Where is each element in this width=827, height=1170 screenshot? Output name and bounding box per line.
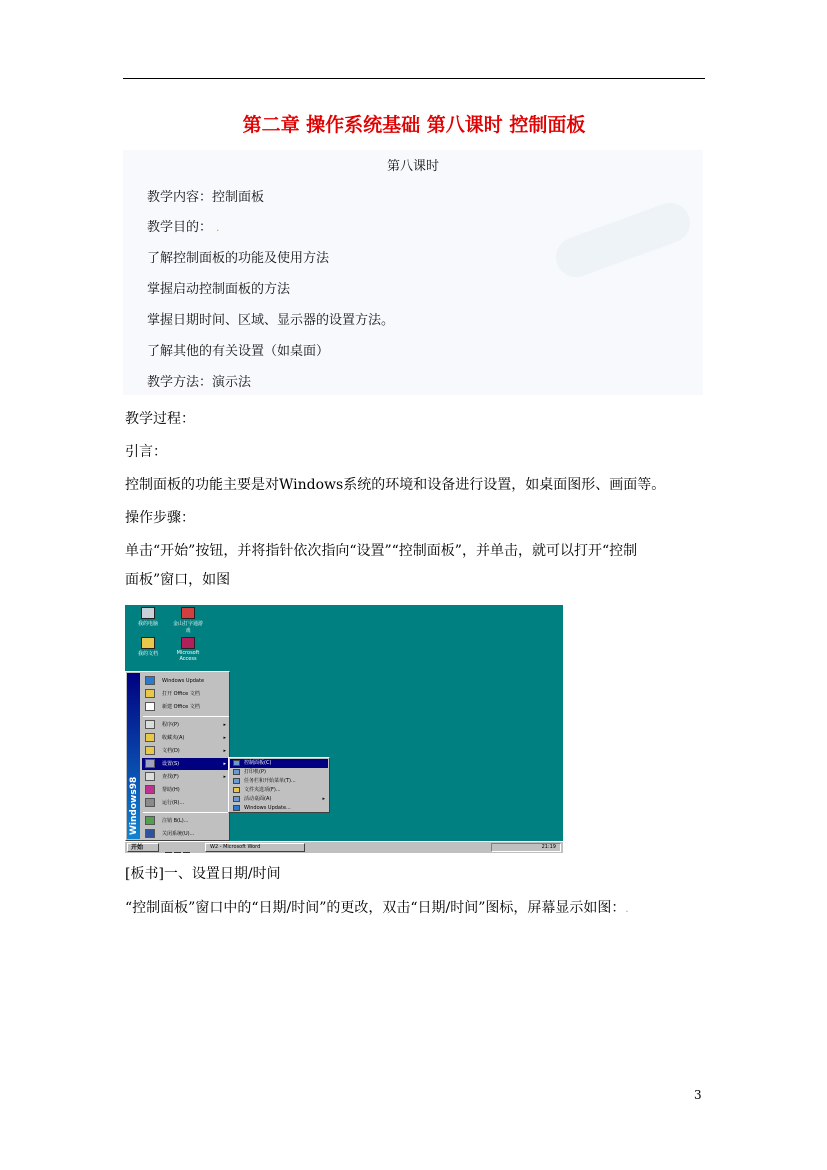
- taskbar: [125, 841, 563, 853]
- para-intro: 引言：: [125, 444, 167, 460]
- quick-launch: [165, 844, 201, 851]
- box-line-method: 教学方法：演示法: [147, 375, 252, 390]
- submenu-item-folder-options: 文件夹选项(F)...: [230, 786, 328, 795]
- outlook-icon: [183, 852, 190, 853]
- document-icon: [145, 702, 155, 711]
- box-line-start: 掌握启动控制面板的方法: [147, 282, 291, 297]
- globe-icon: [145, 676, 155, 685]
- menu-item-shutdown: 关闭系统(U)...: [142, 828, 229, 840]
- page-title: 第二章 操作系统基础 第八课时 控制面板: [242, 114, 586, 136]
- para-steps: 操作步骤：: [125, 510, 195, 526]
- menu-item-logoff: 注销 B(L)...: [142, 815, 229, 827]
- desktop-icon-typing-game: 金山打字通游戏: [171, 607, 205, 634]
- globe-icon: [233, 805, 240, 811]
- help-icon: [145, 785, 155, 794]
- para-board-heading: [板书]一、设置日期/时间: [125, 866, 281, 882]
- menu-separator: [143, 716, 229, 717]
- start-button: 开始: [127, 843, 159, 852]
- menu-item-favorites: 收藏夹(A) ▸: [142, 732, 229, 744]
- para-steps-text-2: 面板”窗口，如图: [125, 572, 231, 588]
- computer-icon: [141, 607, 155, 619]
- menu-separator: [143, 812, 229, 813]
- para-date-time: “控制面板”窗口中的“日期/时间”的更改，双击“日期/时间”图标，屏幕显示如图：.: [125, 900, 629, 916]
- desktop-icon: [174, 852, 181, 853]
- start-menu: [125, 671, 230, 841]
- menu-item-help: 帮助(H): [142, 784, 229, 796]
- box-line-goal: 教学目的： .: [147, 220, 220, 235]
- settings-submenu: [228, 757, 330, 813]
- submenu-item-active-desktop: 活动桌面(A) ▸: [230, 795, 328, 804]
- menu-item-open-office: 打开 Office 文档: [142, 688, 229, 700]
- box-line-content: 教学内容：控制面板: [147, 190, 265, 205]
- submenu-item-windows-update: Windows Update...: [230, 804, 328, 813]
- folder-icon: [141, 637, 155, 649]
- menu-item-windows-update: Windows Update: [142, 675, 229, 687]
- menu-item-documents: 文档(D) ▸: [142, 745, 229, 757]
- para-steps-text-1: 单击“开始”按钮，并将指针依次指向“设置”“控制面板”，并单击，就可以打开“控制: [125, 543, 638, 559]
- header-rule: [123, 78, 705, 79]
- box-line-understand: 了解控制面板的功能及使用方法: [147, 251, 330, 266]
- menu-item-settings: 设置(S) ▸: [142, 758, 229, 770]
- run-icon: [145, 798, 155, 807]
- box-line-other: 了解其他的有关设置（如桌面）: [147, 344, 330, 359]
- para-process: 教学过程：: [125, 411, 195, 427]
- menu-item-run: 运行(R)...: [142, 797, 229, 809]
- box-line-settings: 掌握日期时间、区域、显示器的设置方法。: [147, 313, 395, 328]
- ie-icon: [165, 852, 172, 853]
- submenu-item-control-panel: 控制面板(C): [230, 759, 328, 768]
- folder-open-icon: [145, 689, 155, 698]
- system-tray-clock: 21:19: [491, 843, 561, 852]
- taskbar-word-item: W2 - Microsoft Word: [205, 843, 305, 852]
- shutdown-icon: [145, 829, 155, 838]
- lesson-summary-box: [123, 150, 703, 395]
- page-number: 3: [694, 1088, 702, 1102]
- desktop-icon-my-computer: 我的电脑: [133, 607, 163, 627]
- taskbar-icon: [233, 778, 240, 784]
- printer-icon: [233, 769, 240, 775]
- settings-icon: [145, 759, 155, 768]
- submenu-item-printers: 打印机(P): [230, 768, 328, 777]
- menu-item-programs: 程序(P) ▸: [142, 719, 229, 731]
- submenu-item-taskbar: 任务栏和开始菜单(T)...: [230, 777, 328, 786]
- favorites-icon: [145, 733, 155, 742]
- menu-item-new-office: 新建 Office 文档: [142, 701, 229, 713]
- start-menu-sidebar: Windows98: [127, 673, 140, 839]
- win98-screenshot: [125, 605, 563, 853]
- desktop-icon-access: Microsoft Access: [171, 637, 205, 662]
- folder-options-icon: [233, 787, 240, 793]
- game-icon: [181, 607, 195, 619]
- programs-icon: [145, 720, 155, 729]
- para-intro-text: 控制面板的功能主要是对Windows系统的环境和设备进行设置，如桌面图形、画面等。: [125, 477, 666, 493]
- watermark-shape: [550, 197, 695, 282]
- documents-icon: [145, 746, 155, 755]
- box-heading: 第八课时: [386, 159, 439, 174]
- find-icon: [145, 772, 155, 781]
- desktop-icon-my-documents: 我的文档: [133, 637, 163, 657]
- logoff-icon: [145, 816, 155, 825]
- access-icon: [181, 637, 195, 649]
- active-desktop-icon: [233, 796, 240, 802]
- menu-item-find: 查找(F) ▸: [142, 771, 229, 783]
- control-panel-icon: [233, 760, 240, 766]
